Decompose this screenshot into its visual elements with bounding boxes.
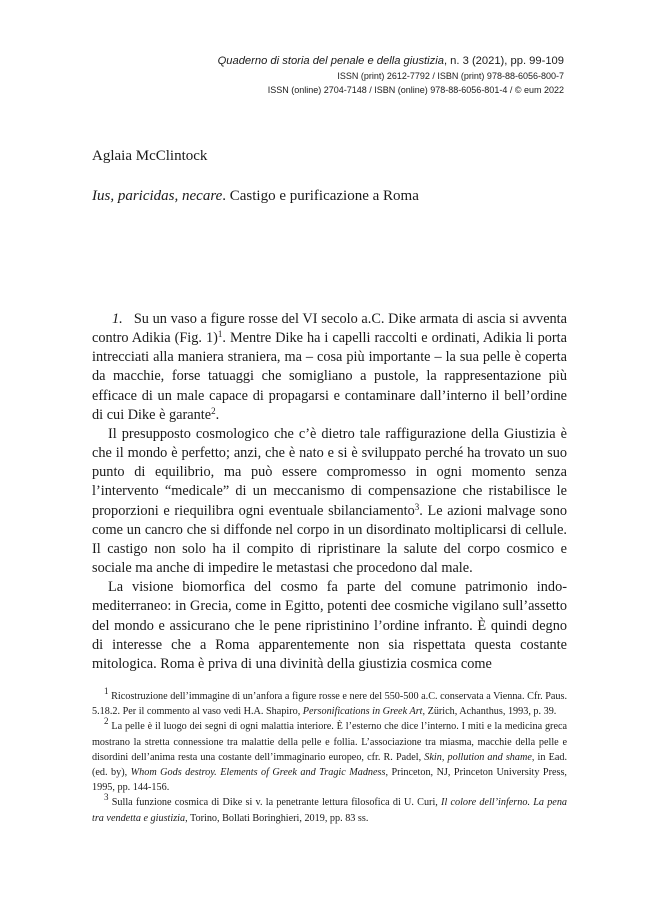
article-title	[92, 188, 419, 205]
footnote-2-italic-1: Skin, pollution and shame	[424, 751, 532, 763]
paragraph-1-text-a: Su un vaso a figure rosse del VI secolo a.C. Dike armata di ascia si avventa contro Adikia (Fig. 1)	[92, 311, 567, 347]
issn-print: ISSN (print) 2612-7792 / ISBN (print) 978-88-6056-800-7	[337, 71, 564, 81]
footnote-2-text-a: La pelle è il luogo dei segni di ogni malattia interiore. È l’esterno che dice l’interno. I miti e la medicina greca mostrano la stretta connessione tra malattie della pelle e follia. L’associazione tra miasma, macchie della pelle e disordini dell’anima resta una costante dell’immaginario europeo, cfr. R. Padel,	[92, 721, 568, 763]
footnote-1-italic: Personifications in Greek Art	[302, 706, 423, 718]
journal-citation	[218, 55, 564, 67]
footnote-number: 3	[104, 792, 109, 803]
footnote-3-text-a: Sulla funzione cosmica di Dike si v. la penetrante lettura filosofica di U. Curi,	[111, 797, 442, 809]
body-text	[92, 310, 567, 674]
footnote-2-italic-2: Whom Gods destroy. Elements of Greek and Tragic Madness	[130, 767, 386, 779]
paragraph-2-text-b: . Le azioni malvage sono come un cancro che si diffonde nel corpo in un disordinato moltiplicarsi di cellule. Il castigo non solo ha il compito di ripristinare la salute del corpo cosmico e sociale ma anche di impedire le metastasi che procedono dal male.	[92, 502, 567, 577]
title-italic: Ius, paricidas, necare	[92, 188, 223, 204]
author-name: Aglaia McClintock	[92, 148, 208, 164]
journal-name: Quaderno di storia del penale e della giustizia	[217, 55, 444, 67]
paragraph-1-text-c: .	[215, 406, 220, 423]
footnote-ref-1[interactable]: 1	[217, 329, 223, 340]
issn-online: ISSN (online) 2704-7148 / ISBN (online) 978-88-6056-801-4 / © eum 2022	[267, 85, 564, 95]
paragraph-2	[92, 425, 567, 578]
footnote-2-text-c: , Princeton, NJ, Princeton University Press, 1995, pp. 144-156.	[92, 767, 567, 794]
footnote-1-text-b: , Zürich, Achanthus, 1993, p. 39.	[422, 706, 557, 718]
footnote-number: 2	[104, 716, 109, 727]
footnote-ref-3[interactable]: 3	[414, 501, 420, 512]
paragraph-2-text-a: Il presupposto cosmologico che c’è dietro tale raffigurazione della Giustizia è che il mondo è perfetto; anzi, che è nato e si è sviluppato perché ha trovato un suo punto di equilibrio, ma può essere compromesso in ogni momento senza l’intervento “medicale” di un meccanismo di compensazione che ristabilisce le proporzioni e riequilibra ogni eventuale sbilanciamento	[92, 425, 567, 519]
journal-issue: , n. 3 (2021), pp. 99-109	[443, 55, 564, 67]
footnote-1-text-a: Ricostruzione dell’immagine di un’anfora a figure rosse e nere del 550-500 a.C. conservata a Vienna. Cfr. Paus. 5.18.2. Per il commento al vaso vedi H.A. Shapiro,	[92, 691, 568, 718]
footnote-1	[92, 686, 568, 719]
paragraph-3: La visione biomorfica del cosmo fa parte del comune patrimonio indo-mediterraneo: in Grecia, come in Egitto, potenti dee cosmiche vigilano sull’assetto del mondo e assicurano che le pene ripristinino l’ordine infranto. È quindi degno di interesse che a Roma apparentemente non sia rispettata questa costante mitologica. Roma è priva di una divinità della giustizia cosmica come	[92, 579, 567, 672]
footnote-2	[92, 716, 568, 795]
footnote-number: 1	[104, 686, 109, 696]
journal-header	[218, 55, 564, 97]
title-rest: . Castigo e purificazione a Roma	[222, 188, 419, 204]
paragraph-1	[92, 310, 567, 425]
section-number: 1.	[112, 311, 123, 327]
paragraph-1-text-b: . Mentre Dike ha i capelli raccolti e ordinati, Adikia li porta intrecciati alla maniera straniera, ma – cosa più importante – la sua pelle è coperta da macchie, forse tatuaggi che somigliano a pustole, la rappresentazione più efficace di un male capace di propagarsi e contaminare dall’interno il bell’ordine di cui Dike è garante	[92, 330, 568, 423]
footnote-ref-2[interactable]: 2	[211, 405, 216, 416]
footnote-3	[92, 792, 568, 825]
footnote-2-text-b: , in Ead. (ed. by),	[92, 751, 567, 779]
footnote-3-italic: Il colore dell’inferno. La pena tra vendetta e giustizia	[92, 797, 568, 824]
footnotes	[92, 686, 568, 826]
footnote-3-text-b: , Torino, Bollati Boringhieri, 2019, pp. 83 ss.	[185, 812, 369, 824]
